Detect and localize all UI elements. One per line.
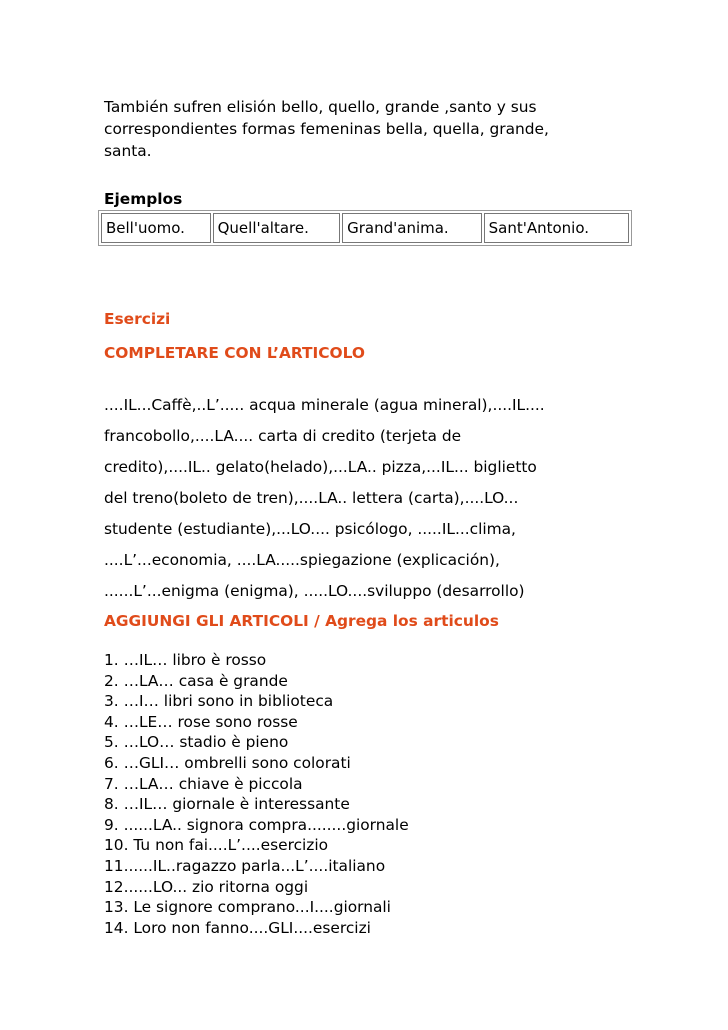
list-item: 3. …I… libri sono in biblioteca — [104, 692, 334, 711]
completare-exercise-text — [104, 390, 624, 607]
list-item: 9. ......LA.. signora compra........giornale — [104, 815, 409, 834]
exercise-line: studente (estudiante),...LO.... psicólogo, .....IL...clima, — [104, 520, 516, 538]
list-item: 1. …IL… libro è rosso — [104, 651, 267, 669]
exercise-line: francobollo,....LA.... carta di credito (terjeta de — [104, 427, 462, 445]
intro-line: correspondientes formas femeninas bella, quella, grande, — [104, 120, 549, 138]
examples-row — [101, 213, 629, 243]
exercise-line: ......L’...enigma (enigma), .....LO....sviluppo (desarrollo) — [104, 582, 525, 600]
list-item: 12......LO... zio ritorna oggi — [104, 877, 309, 896]
exercise-line: del treno(boleto de tren),....LA.. lettera (carta),....LO... — [104, 489, 519, 507]
list-item: 6. …GLI… ombrelli sono colorati — [104, 753, 351, 772]
aggiungi-list — [104, 650, 409, 938]
aggiungi-heading: AGGIUNGI GLI ARTICOLI / Agrega los articulos — [104, 612, 499, 630]
exercise-line: credito),....IL.. gelato(helado),...LA.. pizza,...IL... biglietto — [104, 458, 537, 476]
intro-line: santa. — [104, 142, 152, 160]
examples-table — [98, 210, 632, 246]
list-item: 13. Le signore comprano...I....giornali — [104, 898, 391, 917]
list-item: 4. …LE… rose sono rosse — [104, 712, 298, 731]
example-cell: Bell'uomo. — [101, 213, 211, 243]
list-item: 11......IL..ragazzo parla...L’....italiano — [104, 856, 386, 875]
completare-heading: COMPLETARE CON L’ARTICOLO — [104, 344, 365, 362]
exercise-line: ....L’...economia, ....LA.....spiegazione (explicación), — [104, 551, 500, 569]
list-item: 14. Loro non fanno....GLI....esercizi — [104, 918, 371, 937]
list-item: 7. …LA… chiave è piccola — [104, 774, 303, 793]
esercizi-heading: Esercizi — [104, 310, 171, 328]
exercise-line: ....IL...Caffè,..L’..... acqua minerale (agua mineral),....IL.... — [104, 396, 545, 414]
intro-paragraph — [104, 96, 644, 162]
example-cell: Quell'altare. — [213, 213, 341, 243]
list-item: 8. …IL… giornale è interessante — [104, 795, 350, 814]
examples-title: Ejemplos — [104, 190, 183, 208]
intro-line: También sufren elisión bello, quello, grande ,santo y sus — [104, 98, 537, 116]
example-cell: Sant'Antonio. — [484, 213, 629, 243]
list-item: 10. Tu non fai....L’....esercizio — [104, 836, 329, 855]
list-item: 2. …LA… casa è grande — [104, 671, 288, 690]
example-cell: Grand'anima. — [342, 213, 481, 243]
list-item: 5. …LO… stadio è pieno — [104, 733, 289, 752]
